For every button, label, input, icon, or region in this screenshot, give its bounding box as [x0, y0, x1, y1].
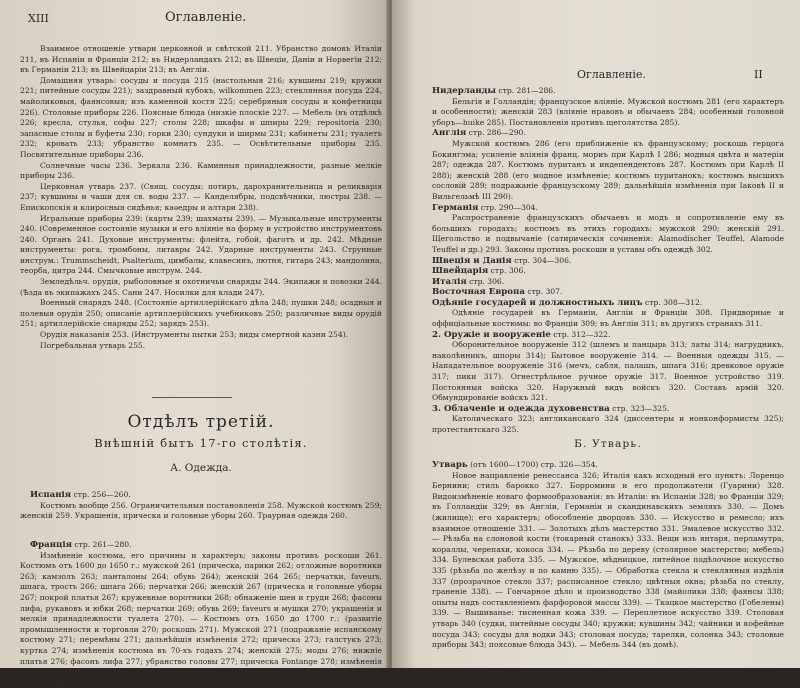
- entry-heading: Англія: [432, 128, 467, 139]
- entry-text: Костюмъ вообще 256. Ограничительныя постановленія 258. Мужской костюмъ 259; женскій 259. Украшенія, прическа и головные уборы 260. Траурная одежда 260.: [20, 500, 382, 521]
- toc-entry: [432, 86, 784, 128]
- section-title: А. Одежда.: [170, 462, 232, 474]
- toc-entry: [432, 298, 784, 330]
- section-title: Б. Утварь.: [574, 438, 642, 450]
- entry-text: Мужской костюмъ 286 (его приближеніе къ французскому; роскошь герцога Бокингэма; усиленіе вліянія франц. мориъ при Карлѣ I 286; модныя цвѣта и матеріи 287; одежда 287. Костюмъ пуританъ и индепендентовъ 287. Костюмъ при Карлѣ II 288); женскій 288 (его модное измѣненіе; костюмъ пуританокъ; костюмъ высшихъ сословій 289; подражаніе французскому 289; дальнѣйшія измѣненія при Іаковѣ II и Вильгельмѣ III 290).: [432, 138, 784, 201]
- entry-text: Новое направленіе ренессанса 326; Италія какъ исходный его пунктъ: Лоренцо Бернини; стиль барокко 327. Борромини и его продолжатели (Гуарини) 328. Видоизмѣненіе новаго формообразованія: въ Италіи: въ Испаніи 328; во Франціи 329; въ Голландіи 329; въ Англіи, Германіи и скандинавскихъ земляхъ 330. — Домъ (жилище); его характеръ; обособленіе дворцовъ 330. — Искусство и ремесло; ихъ взаимное отношеніе 331. — Золотыхъ дѣлъ мастерство 331. Эмалевое искусство 332. — Рѣзьба на слоновой кости (токарный станокъ) 333. Вещи изъ янтаря, перламутра, кораллы, черепахи, кокоса 334. — Рѣзьба по дереву (столярное мастерство; мебель) 334. Булевская работа 335. — Мужское, мѣдницкое, литейное подѣлочное искусство 335 (рѣзьба по желѣзу и по камню 335). — Обработка стекла и стеклянныя издѣлія 337 (прозрачное стекло 337; расписанное стекло; цвѣтныя окна; рѣзьба по стеклу, граненіе 338). — Гончарное дѣло и производство 338 (майолики 338; фаянсы 338; опыты надъ составленіемъ фарфоровой массы 339). — Ткацкое мастерство (Гобелены) 339. — Вышиванье: тисненная кожа 339. — Переплетное искусство 339. Столовая утварь 340 (судки, питейные сосуды 340; кружки; кувшины 342; чайники и кофейные посуда 343; сосуды для водки 343; столовая посуда; тарелки, солонка 343; столовые приборы 343; поясовые блюда 343). — Мебель 344 (въ домѣ).: [432, 470, 784, 650]
- toc-entry: [432, 277, 784, 288]
- paragraph: Орудія наказанія 253. (Инструменты пытки 253; виды смертной казни 254).: [40, 330, 349, 340]
- entry-heading: 2. Оружіе и вооруженіе: [432, 329, 551, 340]
- entry-text: Распространеніе французскихъ обычаевъ и модъ и сопротивленіе ему въ большихъ городахъ; костюмъ въ этихъ городахъ: мужской 290; женскій 291. Щегольство и подвычаніе (сатирическія сочиненія: Alamodischer Teuffel, Alamode Teuffel и др.) 293. Законы противъ роскоши и уставы объ одеждѣ 302.: [432, 213, 784, 254]
- entry-text: Католическаго 323; англиканскаго 324 (диссентеры и нонконформисты 325); протестантскаго 325.: [432, 414, 784, 434]
- running-head: Оглавленіе.: [577, 68, 646, 81]
- paragraph: Земледѣльч. орудія, рыболовные и охотничьи снаряды 244. Экипажи и повозки 244. (Ѣзда въ экипажахъ 245. Сани 247. Носилки для клади 247).: [20, 277, 382, 297]
- entry-heading: Швейцарія: [432, 266, 489, 277]
- entry-pages: стр. 290—304.: [480, 202, 538, 212]
- paragraph: Взаимное отношеніе утвари церковной и свѣтской 211. Убранство домовъ Италіи 211, въ Испаніи и Франціи 212; въ Нидерландахъ 212; въ Швеціи, Даніи и Норвегіи 212; въ Германіи 213; въ Швейцаріи 213; въ Англіи.: [20, 44, 382, 75]
- entry-heading: Швеція и Данія: [432, 255, 512, 266]
- toc-entry: [432, 287, 784, 298]
- paragraph: Игральные приборы 239: (карты 239; шахматы 239). — Музыкальные инструменты 240. (Современное состояніе музыки и его вліяніе на форму и устройство инструментовъ 240. Органъ 241. Духовые инструменты: флейта, гобой, фаготъ и др. 242. Мѣдные инструменты: рога, тромбоны, литавры 242. Ударные инструменты 243. Струнные инструм.: Trummscheidt, Psalterium, цимбалы, клавесинъ, лютня, гитара 243; мандолина, теорба, цитра 244. Смычковые инструм. 244.: [20, 213, 382, 276]
- page-number: XIII: [28, 12, 49, 25]
- entry-pages: стр. 261—280.: [74, 540, 132, 549]
- toc-entry-france: [20, 540, 382, 688]
- page-number: II: [754, 68, 763, 81]
- entry-pages: стр. 323—325.: [612, 403, 670, 413]
- entry-pages: стр. 281—286.: [498, 86, 556, 95]
- toc-entry-utensils: [432, 460, 784, 651]
- part-title: Отдѣлъ третій.: [127, 412, 275, 432]
- entry-heading: Франція: [30, 540, 72, 550]
- entry-heading: Нидерланды: [432, 86, 496, 96]
- entry-heading: Восточная Европа: [432, 287, 525, 298]
- entry-text: Измѣненіе костюма, его причины и характеръ; законы противъ роскоши 261. Костюмъ отъ 1600 до 1650 г.: мужской 261 (прическа, парики 262; отложные воротники 263; камзолъ 263; панталоны 264; обувь 264); женскій 264 265; перчатки, fаvеurs, шпага, трость 266; шпага 266; перчатки 266; женскій 267 (прическа и головные уборы 267; покрой платья 267; кружевные воротники 268; обнаженіе шеи и груди 268; фасоны лифа, рукавовъ и юбки 268; перчатки 269; обувь 269; faveurs и мушки 270; украшенія и мелкія принадлежности туалета 270). — Костюмъ отъ 1650 до 1700 г.: (развитіе промышленности и торговли 270; роскошь 271). Мужской 271 (подражаніе испанскому костюму 271; перемѣны 271; дальнѣйшія измѣненія 272; прическа 273; галстукъ 273; куртка 274; измѣненія костюма въ 70-хъ годахъ 274; женскій 275; моды 276; нижніе платья 276; фасонъ лифа 277; убранство головы 277; прическа Fontange 278; измѣненія въ костюмѣ съ 1685 г. 278; вышивка 279; косметика, пудра, мушки, веера 279; часы, муфты и пр. 280).: [20, 550, 382, 687]
- entry-heading: Германія: [432, 202, 479, 213]
- paragraph: Погребальная утварь 255.: [40, 340, 146, 350]
- toc-entry: [432, 404, 784, 436]
- entry-heading: 3. Облаченіе и одежда духовенства: [432, 403, 610, 414]
- right-contents: [432, 86, 784, 436]
- entry-heading: Утварь: [432, 460, 468, 470]
- left-page: [0, 0, 388, 687]
- right-page: [392, 0, 800, 668]
- paragraph: Солнечные часы 236. Зеркала 236. Каминныя принадлежности, разные мелкіе приборы 236.: [20, 160, 382, 181]
- running-head: Оглавленіе.: [165, 10, 247, 25]
- toc-entry: [432, 128, 784, 202]
- toc-entry-spain: [20, 490, 382, 522]
- entry-pages: (отъ 1600—1700) стр. 326—354.: [470, 460, 598, 469]
- paragraph: Церковная утварь 237. (Свящ. сосуды: потиръ, дарохранительница и реликварія 237; кувшины и чаши для св. воды 237. — Канделябры, подсвѣчники, люстры 238. — Епископскія и клиросныя сидѣнья; каѳедры и алтари 238).: [20, 181, 382, 212]
- entry-pages: стр. 256—260.: [73, 490, 131, 499]
- paragraph: Домашняя утварь: сосуды и посуда 215 (настольныя 216; кувшины 219; кружки 221; питейные сосуды 221); заздравный кубокъ, wilkommen 223; стеклянная посуда 224, майоликовыя, фаянсовыя; изъ каменной костя 225; серебряныя сосуды и конфетницы 226). Столовые приборы 226. Поясные блюда (низкіе плоскіе 227. — Мебель (въ отдѣлкѣ 226; кресла, стулья, софы 227; столы 228; шкафы и шпиры 229; repositoria 230; запасные столы и буфеты 230; горки 230; сундуки и ширмы 231; кабинеты 231; туалетъ 232; кровать 233; убранство комнатъ 235. — Освѣтительные приборы 235. Посвятительные приборы 236.: [20, 75, 382, 159]
- part-subtitle: Внѣшній бытъ 17-го столѣтія.: [94, 436, 308, 450]
- toc-entry: [432, 256, 784, 267]
- entry-pages: стр. 307.: [527, 287, 563, 297]
- entry-pages: стр. 306.: [490, 266, 526, 276]
- toc-entry: [432, 266, 784, 277]
- toc-entry: [432, 203, 784, 256]
- entry-pages: стр. 286—290.: [468, 128, 526, 138]
- entry-pages: стр. 304—306.: [514, 255, 572, 265]
- intro-contents: [20, 44, 382, 351]
- paragraph: Военный снарядъ 248. (Состояніе артиллерійскаго дѣла 248; пушки 248; осадныя и полевыя орудія 250; описаніе артиллерійскихъ учебниковъ 250; различные виды орудій 251; артиллерійскіе снаряды 252; зарядъ 253).: [20, 298, 382, 329]
- entry-heading: Испанія: [30, 490, 72, 500]
- toc-entry: [432, 330, 784, 404]
- entry-pages: стр. 312—322.: [553, 329, 611, 339]
- entry-pages: стр. 308—312.: [645, 297, 703, 307]
- entry-heading: Одѣяніе государей и должностныхъ лицъ: [432, 297, 643, 308]
- divider: [152, 397, 232, 398]
- entry-pages: стр. 306.: [469, 276, 505, 286]
- entry-heading: Италія: [432, 276, 467, 287]
- entry-text: Бельгія и Голландія; французское вліяніе. Мужской костюмъ 281 (его характеръ и особенности); женскій 283 (вліяніе нравовъ и обычаевъ 284; особенный головной уборъ—huike 285). Постановленія противъ щеголятства 285).: [432, 96, 784, 127]
- entry-text: Оборонительное вооруженіе 312 (шлемъ и панцырь 313; латы 314; нагрудникъ, наколѣнникъ, шпоры 314); Бытовое вооруженіе 314. — Военныя одежды 315. — Нападательное вооруженіе 316 (мечъ, сабля, палашъ, шпага 316; древковое оружіе 317; пики 317). Огнестрѣльное ручное оружіе 317. Военное устройство 319. Постоянныя войска 320. Наружный видъ войскъ 320. Составъ армій 320. Обмундированіе войскъ 321.: [432, 340, 784, 403]
- entry-text: Одѣяніе государей въ Германіи, Англіи и Франціи 308. Придворные и оффиціальные костюмы: во Франціи 309; въ Англіи 311; въ другихъ странахъ 311.: [432, 308, 784, 329]
